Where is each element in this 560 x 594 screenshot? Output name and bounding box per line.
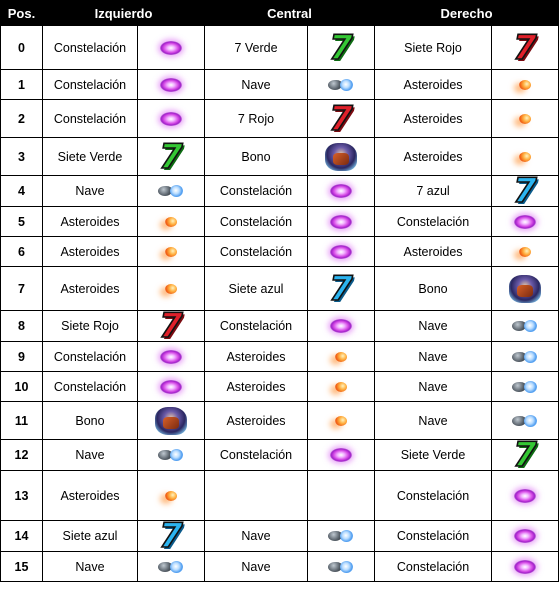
- right-symbol-name: 7 azul: [375, 176, 492, 207]
- left-symbol-icon-cell: [138, 207, 205, 237]
- red-seven-icon: 7: [329, 99, 353, 138]
- center-symbol-icon-cell: [308, 471, 375, 521]
- position-cell: 11: [1, 402, 43, 440]
- left-symbol-icon-cell: [138, 237, 205, 267]
- left-symbol-icon-cell: [138, 552, 205, 582]
- right-symbol-name: Constelación: [375, 552, 492, 582]
- table-row: [1, 372, 559, 402]
- center-symbol-name: 7 Verde: [205, 26, 308, 70]
- header-center-reel: Central: [205, 1, 375, 26]
- right-symbol-icon-cell: [492, 267, 559, 311]
- right-symbol-icon-cell: [492, 207, 559, 237]
- right-symbol-name: Nave: [375, 311, 492, 342]
- right-symbol-name: Asteroides: [375, 70, 492, 100]
- center-symbol-name: [205, 471, 308, 521]
- left-symbol-name: Asteroides: [43, 237, 138, 267]
- center-symbol-icon-cell: [308, 342, 375, 372]
- right-symbol-icon-cell: [492, 372, 559, 402]
- table-row: [1, 311, 559, 342]
- left-symbol-name: Constelación: [43, 26, 138, 70]
- center-symbol-icon-cell: [308, 237, 375, 267]
- asteroid-icon: [519, 80, 531, 90]
- bonus-icon: [151, 405, 191, 437]
- asteroid-icon: [519, 152, 531, 162]
- left-symbol-name: Constelación: [43, 70, 138, 100]
- constellation-icon: [330, 448, 352, 462]
- center-symbol-name: Constelación: [205, 440, 308, 471]
- asteroid-icon: [519, 247, 531, 257]
- table-row: [1, 521, 559, 552]
- position-cell: 15: [1, 552, 43, 582]
- center-symbol-icon-cell: [308, 70, 375, 100]
- ship-icon: [326, 559, 356, 575]
- asteroid-icon: [165, 247, 177, 257]
- right-symbol-icon-cell: [492, 26, 559, 70]
- asteroid-icon: [335, 416, 347, 426]
- ship-icon: [326, 77, 356, 93]
- table-row: [1, 440, 559, 471]
- center-symbol-icon-cell: [308, 26, 375, 70]
- center-symbol-name: Siete azul: [205, 267, 308, 311]
- ship-icon: [510, 413, 540, 429]
- center-symbol-name: Nave: [205, 70, 308, 100]
- center-symbol-name: Constelación: [205, 207, 308, 237]
- position-cell: 4: [1, 176, 43, 207]
- right-symbol-icon-cell: [492, 440, 559, 471]
- ship-icon: [156, 447, 186, 463]
- table-row: [1, 207, 559, 237]
- left-symbol-icon-cell: [138, 372, 205, 402]
- left-symbol-name: Constelación: [43, 342, 138, 372]
- ship-icon: [510, 379, 540, 395]
- left-symbol-icon-cell: [138, 342, 205, 372]
- left-symbol-icon-cell: [138, 471, 205, 521]
- center-symbol-icon-cell: [308, 402, 375, 440]
- position-cell: 0: [1, 26, 43, 70]
- table-row: [1, 552, 559, 582]
- table-row: [1, 70, 559, 100]
- left-symbol-name: Siete Rojo: [43, 311, 138, 342]
- right-symbol-name: Asteroides: [375, 237, 492, 267]
- right-symbol-name: Siete Rojo: [375, 26, 492, 70]
- ship-icon: [156, 559, 186, 575]
- ship-icon: [510, 349, 540, 365]
- left-symbol-icon-cell: [138, 26, 205, 70]
- asteroid-icon: [165, 284, 177, 294]
- table-row: [1, 176, 559, 207]
- center-symbol-icon-cell: [308, 100, 375, 138]
- center-symbol-name: Nave: [205, 521, 308, 552]
- ship-icon: [156, 183, 186, 199]
- right-symbol-name: Bono: [375, 267, 492, 311]
- center-symbol-icon-cell: [308, 138, 375, 176]
- left-symbol-name: Siete azul: [43, 521, 138, 552]
- position-cell: 6: [1, 237, 43, 267]
- position-cell: 14: [1, 521, 43, 552]
- bonus-icon: [505, 273, 545, 305]
- right-symbol-icon-cell: [492, 100, 559, 138]
- bonus-icon: [321, 141, 361, 173]
- left-symbol-icon-cell: [138, 402, 205, 440]
- right-symbol-icon-cell: [492, 471, 559, 521]
- constellation-icon: [330, 319, 352, 333]
- left-symbol-name: Nave: [43, 440, 138, 471]
- center-symbol-name: Asteroides: [205, 372, 308, 402]
- right-symbol-name: Constelación: [375, 207, 492, 237]
- left-symbol-name: Nave: [43, 552, 138, 582]
- right-symbol-icon-cell: [492, 402, 559, 440]
- position-cell: 13: [1, 471, 43, 521]
- constellation-icon: [160, 112, 182, 126]
- table-row: [1, 138, 559, 176]
- left-symbol-name: Constelación: [43, 100, 138, 138]
- position-cell: 7: [1, 267, 43, 311]
- right-symbol-icon-cell: [492, 237, 559, 267]
- position-cell: 1: [1, 70, 43, 100]
- table-row: [1, 26, 559, 70]
- reel-body: [1, 26, 559, 582]
- right-symbol-icon-cell: [492, 311, 559, 342]
- left-symbol-name: Asteroides: [43, 267, 138, 311]
- right-symbol-icon-cell: [492, 552, 559, 582]
- left-symbol-name: Constelación: [43, 372, 138, 402]
- left-symbol-name: Siete Verde: [43, 138, 138, 176]
- center-symbol-name: Asteroides: [205, 342, 308, 372]
- center-symbol-icon-cell: [308, 267, 375, 311]
- right-symbol-icon-cell: [492, 176, 559, 207]
- right-symbol-name: Constelación: [375, 521, 492, 552]
- position-cell: 8: [1, 311, 43, 342]
- green-seven-icon: 7: [159, 137, 183, 176]
- red-seven-icon: 7: [513, 27, 537, 68]
- left-symbol-icon-cell: [138, 138, 205, 176]
- position-cell: 12: [1, 440, 43, 471]
- right-symbol-name: Asteroides: [375, 138, 492, 176]
- center-symbol-icon-cell: [308, 372, 375, 402]
- ship-icon: [510, 318, 540, 334]
- left-symbol-icon-cell: [138, 100, 205, 138]
- constellation-icon: [330, 245, 352, 259]
- right-symbol-name: Siete Verde: [375, 440, 492, 471]
- position-cell: 3: [1, 138, 43, 176]
- right-symbol-icon-cell: [492, 342, 559, 372]
- center-symbol-icon-cell: [308, 552, 375, 582]
- center-symbol-name: Asteroides: [205, 402, 308, 440]
- position-cell: 5: [1, 207, 43, 237]
- right-symbol-name: Nave: [375, 372, 492, 402]
- table-row: [1, 237, 559, 267]
- center-symbol-name: 7 Rojo: [205, 100, 308, 138]
- right-symbol-name: Nave: [375, 342, 492, 372]
- center-symbol-icon-cell: [308, 521, 375, 552]
- position-cell: 2: [1, 100, 43, 138]
- left-symbol-name: Asteroides: [43, 471, 138, 521]
- center-symbol-icon-cell: [308, 207, 375, 237]
- constellation-icon: [160, 380, 182, 394]
- constellation-icon: [514, 489, 536, 503]
- blue-seven-icon: 7: [159, 520, 183, 552]
- center-symbol-name: Constelación: [205, 237, 308, 267]
- constellation-icon: [160, 350, 182, 364]
- center-symbol-name: Nave: [205, 552, 308, 582]
- left-symbol-name: Asteroides: [43, 207, 138, 237]
- green-seven-icon: 7: [329, 27, 353, 68]
- constellation-icon: [514, 215, 536, 229]
- constellation-icon: [330, 184, 352, 198]
- asteroid-icon: [335, 382, 347, 392]
- left-symbol-name: Bono: [43, 402, 138, 440]
- left-symbol-icon-cell: [138, 440, 205, 471]
- position-cell: 10: [1, 372, 43, 402]
- header-pos: Pos.: [1, 1, 43, 26]
- blue-seven-icon: 7: [329, 268, 353, 309]
- left-symbol-icon-cell: [138, 267, 205, 311]
- left-symbol-icon-cell: [138, 311, 205, 342]
- left-symbol-icon-cell: [138, 70, 205, 100]
- center-symbol-name: Constelación: [205, 311, 308, 342]
- right-symbol-name: Asteroides: [375, 100, 492, 138]
- right-symbol-icon-cell: [492, 138, 559, 176]
- header-left-reel: Izquierdo: [43, 1, 205, 26]
- red-seven-icon: 7: [159, 310, 183, 342]
- asteroid-icon: [335, 352, 347, 362]
- left-symbol-icon-cell: [138, 176, 205, 207]
- green-seven-icon: 7: [513, 439, 537, 471]
- header-right-reel: Derecho: [375, 1, 559, 26]
- center-symbol-icon-cell: [308, 176, 375, 207]
- position-cell: 9: [1, 342, 43, 372]
- header-row: [1, 1, 559, 26]
- right-symbol-icon-cell: [492, 70, 559, 100]
- constellation-icon: [514, 529, 536, 543]
- left-symbol-icon-cell: [138, 521, 205, 552]
- constellation-icon: [160, 41, 182, 55]
- right-symbol-name: Constelación: [375, 471, 492, 521]
- center-symbol-name: Constelación: [205, 176, 308, 207]
- constellation-icon: [160, 78, 182, 92]
- asteroid-icon: [165, 491, 177, 501]
- center-symbol-icon-cell: [308, 311, 375, 342]
- left-symbol-name: Nave: [43, 176, 138, 207]
- right-symbol-name: Nave: [375, 402, 492, 440]
- table-row: [1, 402, 559, 440]
- table-row: [1, 100, 559, 138]
- table-row: [1, 342, 559, 372]
- constellation-icon: [330, 215, 352, 229]
- asteroid-icon: [519, 114, 531, 124]
- asteroid-icon: [165, 217, 177, 227]
- ship-icon: [326, 528, 356, 544]
- constellation-icon: [514, 560, 536, 574]
- right-symbol-icon-cell: [492, 521, 559, 552]
- blue-seven-icon: 7: [513, 175, 537, 207]
- center-symbol-icon-cell: [308, 440, 375, 471]
- center-symbol-name: Bono: [205, 138, 308, 176]
- table-row: [1, 267, 559, 311]
- table-row: [1, 471, 559, 521]
